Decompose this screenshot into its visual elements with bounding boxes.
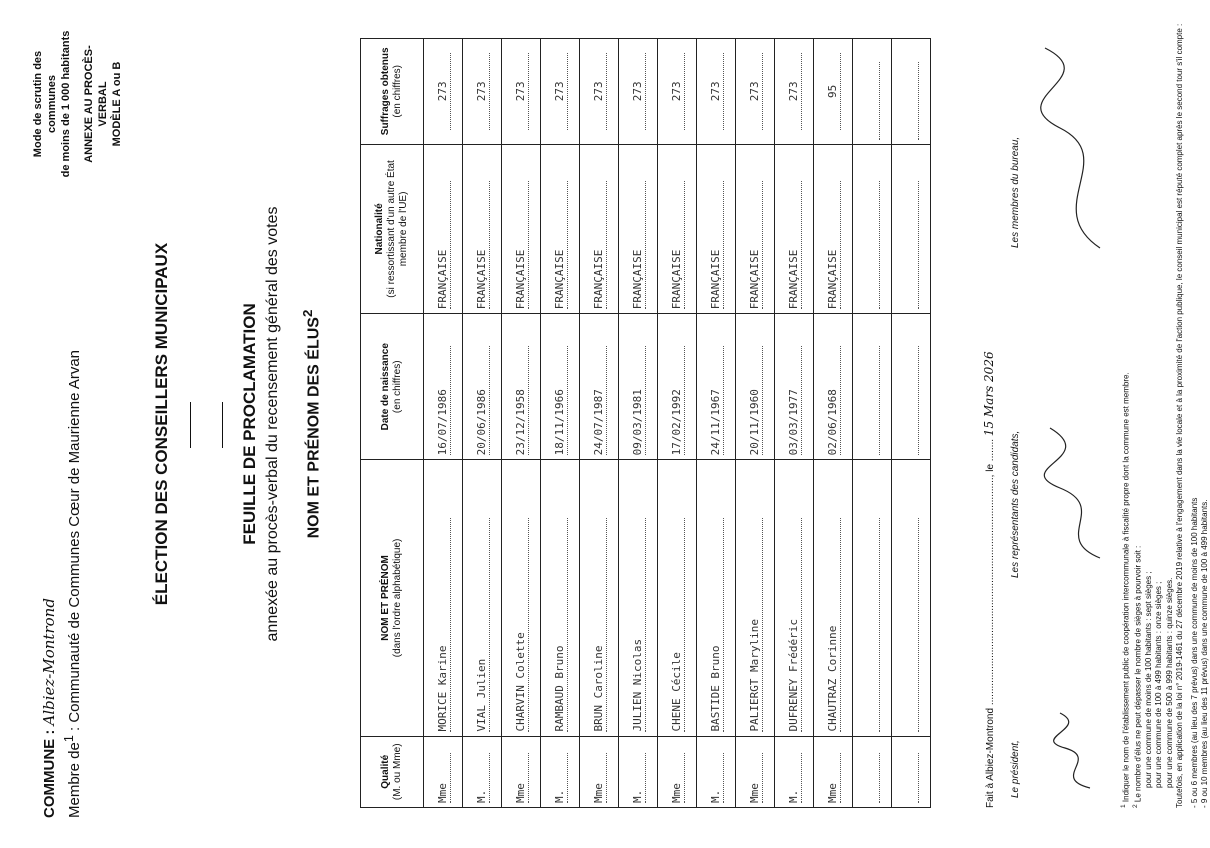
- table-row: [580, 39, 619, 808]
- footnotes: [1120, 18, 1210, 808]
- mode-block: [32, 24, 125, 184]
- empty-cell: [892, 144, 931, 314]
- signatures-area: [1030, 38, 1120, 808]
- annexe-line-2: MODÈLE A ou B: [110, 61, 123, 147]
- president-label: Le président,: [1010, 740, 1021, 798]
- qualite-cell: M.: [775, 736, 814, 807]
- representant-signature: [1044, 428, 1100, 558]
- table-row: [463, 39, 502, 808]
- footnote-1: $^1$ Indiquer le nom de l'établissement public de coopération intercommunale à fiscalité propre dont la commune est membre.: [1120, 372, 1131, 808]
- date-cell: 20/11/1960: [736, 314, 775, 460]
- qualite-cell: Mme: [502, 736, 541, 807]
- membre-label: Membre de: [66, 742, 83, 818]
- qualite-cell: Mme: [580, 736, 619, 807]
- empty-cell: [853, 39, 892, 145]
- annexee-subtitle: annexée au procès-verbal du recensement général des votes: [264, 206, 281, 642]
- mode-line-1: Mode de scrutin des communes: [32, 50, 58, 158]
- date-cell: 24/07/1987: [580, 314, 619, 460]
- col-nom: NOM ET PRÉNOM (dans l'ordre alphabétique): [361, 460, 424, 736]
- suffrages-cell: 273: [502, 39, 541, 145]
- elus-table: [360, 38, 931, 808]
- qualite-cell: Mme: [424, 736, 463, 807]
- table-row: [424, 39, 463, 808]
- nom-prenom-text: NOM ET PRÉNOM DES ÉLUS: [305, 317, 323, 539]
- date-cell: 02/06/1968: [814, 314, 853, 460]
- nationalite-cell: FRANÇAISE: [541, 144, 580, 314]
- date-cell: 23/12/1958: [502, 314, 541, 460]
- nationalite-cell: FRANÇAISE: [580, 144, 619, 314]
- table-row: [619, 39, 658, 808]
- nom-cell: VIAL Julien: [463, 460, 502, 736]
- date-cell: 03/03/1977: [775, 314, 814, 460]
- qualite-cell: Mme: [736, 736, 775, 807]
- header-block: [40, 350, 83, 818]
- nom-cell: MORICE Karine: [424, 460, 463, 736]
- mode-line-2: de moins de 1 000 habitants: [59, 30, 72, 178]
- commune-label: COMMUNE :: [41, 725, 58, 818]
- date-cell: 17/02/1992: [658, 314, 697, 460]
- fait-label: Fait à Albiez-Montrond: [985, 707, 996, 808]
- table-row: [775, 39, 814, 808]
- footnote-2c: pour une commune de 500 à 999 habitants : quinze sièges.: [1164, 577, 1174, 788]
- fait-line: Fait à Albiez-Montrond .................................................................................., le ........ 15 Mars 2026: [982, 351, 996, 808]
- annexe-line-1: ANNEXE AU PROCÈS-VERBAL: [83, 45, 109, 163]
- fait-date: 15 Mars 2026: [982, 351, 996, 437]
- qualite-cell: M.: [541, 736, 580, 807]
- nom-cell: RAMBAUD Bruno: [541, 460, 580, 736]
- qualite-cell: M.: [697, 736, 736, 807]
- feuille-title: FEUILLE DE PROCLAMATION: [240, 303, 259, 545]
- nom-cell: CHARVIN Colette: [502, 460, 541, 736]
- nationalite-cell: FRANÇAISE: [424, 144, 463, 314]
- empty-cell: [892, 736, 931, 807]
- election-title: ÉLECTION DES CONSEILLERS MUNICIPAUX: [152, 242, 171, 606]
- date-cell: 20/06/1986: [463, 314, 502, 460]
- footnote-5: - 9 ou 10 membres (au lieu des 11 prévus) dans une commune de 100 à 499 habitants.: [1200, 499, 1210, 808]
- footnote-2b: pour une commune de 100 à 499 habitants : onze sièges ;: [1154, 581, 1164, 788]
- nom-cell: JULIEN Nicolas: [619, 460, 658, 736]
- footnote-4: - 5 ou 6 membres (au lieu des 7 prévus) dans une commune de moins de 100 habitants: [1189, 497, 1199, 808]
- qualite-cell: Mme: [658, 736, 697, 807]
- table-header-row: [361, 39, 424, 808]
- empty-cell: [892, 39, 931, 145]
- divider: [222, 402, 223, 448]
- suffrages-cell: 273: [619, 39, 658, 145]
- suffrages-cell: 95: [814, 39, 853, 145]
- commune-line: [40, 350, 58, 818]
- footnote-ref-2: 2: [300, 309, 315, 318]
- membres-label: Les membres du bureau,: [1010, 136, 1021, 248]
- president-signature: [1054, 713, 1090, 788]
- footnote-2: $^2$ Le nombre d'élus ne peut dépasser le nombre de sièges à pourvoir soit :: [1132, 545, 1143, 808]
- nom-cell: PALIERGT Maryline: [736, 460, 775, 736]
- table-row: [736, 39, 775, 808]
- date-cell: 24/11/1967: [697, 314, 736, 460]
- nom-cell: CHENE Cécile: [658, 460, 697, 736]
- footnote-ref-1: 1: [62, 735, 76, 743]
- nationalite-cell: FRANÇAISE: [463, 144, 502, 314]
- suffrages-cell: 273: [463, 39, 502, 145]
- date-cell: 18/11/1966: [541, 314, 580, 460]
- nationalite-cell: FRANÇAISE: [697, 144, 736, 314]
- membres-signature: [1041, 48, 1100, 248]
- nationalite-cell: FRANÇAISE: [775, 144, 814, 314]
- suffrages-cell: 273: [697, 39, 736, 145]
- nationalite-cell: FRANÇAISE: [658, 144, 697, 314]
- nom-cell: BASTIDE Bruno: [697, 460, 736, 736]
- col-suffrages: Suffrages obtenus (en chiffres): [361, 39, 424, 145]
- membre-value: : Communauté de Communes Cœur de Maurienne Arvan: [66, 349, 83, 736]
- membre-line: [62, 350, 83, 818]
- nom-prenom-title: [300, 0, 323, 848]
- col-date: Date de naissance (en chiffres): [361, 314, 424, 460]
- nom-cell: BRUN Caroline: [580, 460, 619, 736]
- footnote-3: Toutefois, en application de la loi n° 2019-1461 du 27 décembre 2019 relative à l'engagement dans la vie locale et à la proximité de l'action publique, le conseil municipal est réputé complet après le second tour s'il compte :: [1175, 23, 1185, 808]
- empty-row: [892, 39, 931, 808]
- nationalite-cell: FRANÇAISE: [619, 144, 658, 314]
- col-qualite: Qualité (M. ou Mme): [361, 736, 424, 807]
- divider: [190, 402, 191, 448]
- empty-cell: [853, 144, 892, 314]
- empty-cell: [853, 736, 892, 807]
- col-nationalite: Nationalité (si ressortissant d'un autre État membre de l'UE): [361, 144, 424, 314]
- suffrages-cell: 273: [736, 39, 775, 145]
- nom-cell: CHAUTRAZ Corinne: [814, 460, 853, 736]
- suffrages-cell: 273: [658, 39, 697, 145]
- table-row: [502, 39, 541, 808]
- nationalite-cell: FRANÇAISE: [814, 144, 853, 314]
- date-cell: 09/03/1981: [619, 314, 658, 460]
- qualite-cell: Mme: [814, 736, 853, 807]
- empty-cell: [892, 460, 931, 736]
- suffrages-cell: 273: [580, 39, 619, 145]
- footnote-2a: pour une commune de moins de 100 habitants : sept sièges ;: [1144, 571, 1154, 788]
- nationalite-cell: FRANÇAISE: [502, 144, 541, 314]
- qualite-cell: M.: [463, 736, 502, 807]
- suffrages-cell: 273: [541, 39, 580, 145]
- suffrages-cell: 273: [775, 39, 814, 145]
- nationalite-cell: FRANÇAISE: [736, 144, 775, 314]
- table-row: [541, 39, 580, 808]
- nom-cell: DUFRENEY Frédéric: [775, 460, 814, 736]
- empty-cell: [853, 314, 892, 460]
- suffrages-cell: 273: [424, 39, 463, 145]
- representants-label: Les représentants des candidats,: [1010, 430, 1021, 578]
- table-row: [814, 39, 853, 808]
- empty-cell: [892, 314, 931, 460]
- empty-cell: [853, 460, 892, 736]
- table-row: [697, 39, 736, 808]
- commune-value: Albiez-Montrond: [40, 598, 58, 726]
- table-row: [658, 39, 697, 808]
- qualite-cell: M.: [619, 736, 658, 807]
- empty-row: [853, 39, 892, 808]
- date-cell: 16/07/1986: [424, 314, 463, 460]
